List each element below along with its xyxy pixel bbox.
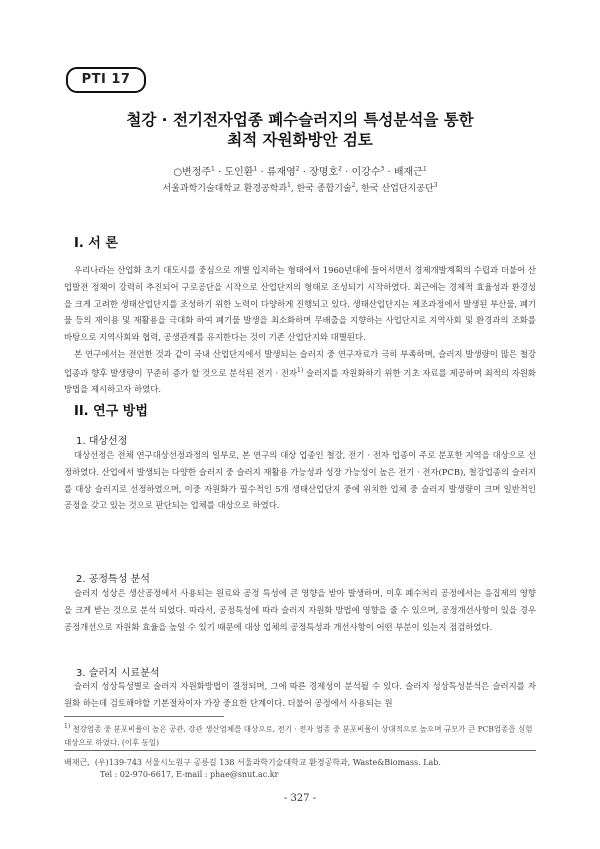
subsection-2-paragraph: 슬러지 성상은 생산공정에서 사용되는 원료와 공정 특성에 큰 영향을 받아 발생하며, 이후 폐수처리 공정에서는 응집제의 영향을 크게 받는 것으로 분석 되었다. 따라서, 공정특성에 따라 슬러지 자원화 방법에 영향을 줄 수 있으며, 공정개선사항이 있을 경우 공정개선으로 자원화 효율을 높일 수 있기 때문에 대상 업체의 공정특성과 개선사항이 어떤 부분이 있는지 점검하였다. [64,588,536,632]
affiliation-2: , 한국 종합기술 [290,184,352,194]
section-heading-intro: I. 서 론 [74,236,118,251]
author-mark: 2 [295,165,300,173]
intro-paragraph-1: 우리나라는 산업화 초기 대도시를 중심으로 개별 입지하는 형태에서 1960년대에 들어서면서 경제개발계획의 수립과 더불어 산업발전 정책이 강력히 추진되어 구로공단을 시작으로 산업단지의 형태로 조성되기 시작하였다. 최근에는 경제적 효율성과 환경성을 크게 고려한 생태산업단지를 조성하기 위한 노력이 다양하게 진행되고 있다. 생태산업단지는 제조과정에서 발생된 부산물, 폐기물 등의 재이용 및 재활용을 극대화 하여 폐기물 발생을 최소화하며 무배출을 지향하는 사업단지로 지역사회 및 환경과의 조화를 바탕으로 지역사회와 협력, 공생관계를 유지한다는 것이 기존 산업단지와 대별된다. [64,265,536,343]
author-mark: 1 [253,165,258,173]
affiliation-mark: 2 [351,182,356,189]
author: · 장명호 [302,167,339,178]
author: ○변정주 [173,167,212,178]
author-mark: 2 [338,165,342,173]
affiliation-1: 서울과학기술대학교 환경공학과 [162,184,288,194]
affiliation-mark: 1 [287,182,291,189]
subsection-3-paragraph: 슬러지 성상특성별로 슬러지 자원화방법이 결정되며, 그에 따른 경제성이 분석될 수 있다. 슬러지 성상특성분석은 슬러지를 자원화 하는데 검토해야할 기본절차이자 가장 중요한 단계이다. 더불어 공정에서 사용되는 원 [64,681,536,708]
author-mark: 3 [380,165,385,173]
author-mark: 1 [422,165,427,173]
author: · 이강수 [345,167,381,178]
affiliation-3: , 한국 산업단지공단 [355,184,434,194]
author: · 배재근 [387,167,423,178]
contact-divider [64,750,536,751]
session-tag: PTI 17 [66,67,146,93]
contact-tel-email: Tel : 02-970-6617, E-mail : phae@snut.ac.kr [100,770,279,779]
intro-paragraph-2 [64,346,536,398]
page-number: - 327 - [283,793,317,804]
subsection-1-paragraph: 대상선정은 전체 연구대상선정과정의 일부로, 본 연구의 대상 업종인 철강, 전기 · 전자 업종이 주로 분포한 지역을 대상으로 선정하였다. 산업에서 발생되는 다양한 슬러지 중 슬러지 재활용 가능성과 성장 가능성이 높은 전기 · 전자(PCB), 철강업종의 슬러지를 대상 슬러지로 선정하였으며, 이중 자원화가 필수적인 5개 생태산업단지 중에 위치한 업체 중 슬러지 발생량이 크며 일반적인 공정을 갖고 있는 것으로 판단되는 업체를 대상으로 하였다. [64,450,536,511]
intro-p2-text: 본 연구에서는 전언한 것과 같이 국내 산업단지에서 발생되는 슬러지 중 연구자료가 극히 부족하며, 슬러지 발생량이 많은 철강업종과 향후 발생량이 꾸준히 증가 할 것으로 분석된 전기 · 전자 [64,349,536,378]
subsection-heading-3: 3. 슬러지 시료분석 [76,668,160,679]
section-heading-method: II. 연구 방법 [74,404,148,419]
affiliations [0,181,600,194]
intro-p2-text-cont: 슬러지를 자원화하기 위한 기초 자료를 제공하며 최적의 자원화 방법을 제시하고자 하였다. [64,367,536,395]
footnote [64,720,536,750]
title-line-2: 최적 자원화방안 검토 [227,131,373,149]
title-line-1: 철강 · 전기전자업종 폐수슬러지의 특성분석을 통한 [126,111,474,129]
author-mark: 1 [211,165,215,173]
footnote-mark: 1) [64,723,71,730]
footnote-divider [64,716,224,717]
author: · 류재영 [260,167,296,178]
author-list [0,163,600,178]
author: · 도인환 [218,167,254,178]
subsection-heading-1: 1. 대상선정 [76,436,128,447]
affiliation-mark: 3 [433,182,438,189]
subsection-heading-2: 2. 공정특성 분석 [76,574,150,585]
footnote-text: 철강업종 중 분포비율이 높은 공관, 강관 생산업체를 대상으로, 전기 · 전자 업종 중 분포비율이 상대적으로 높으며 규모가 큰 PCB업종을 실험 대상으로 하였다. (이후 동일) [64,724,533,747]
footnote-ref: 1) [297,366,304,374]
contact-address: 배재근, (우)139-743 서울시노원구 공릉길 138 서울과학기술대학교 환경공학과, Waste&Biomass. Lab. [64,758,441,767]
